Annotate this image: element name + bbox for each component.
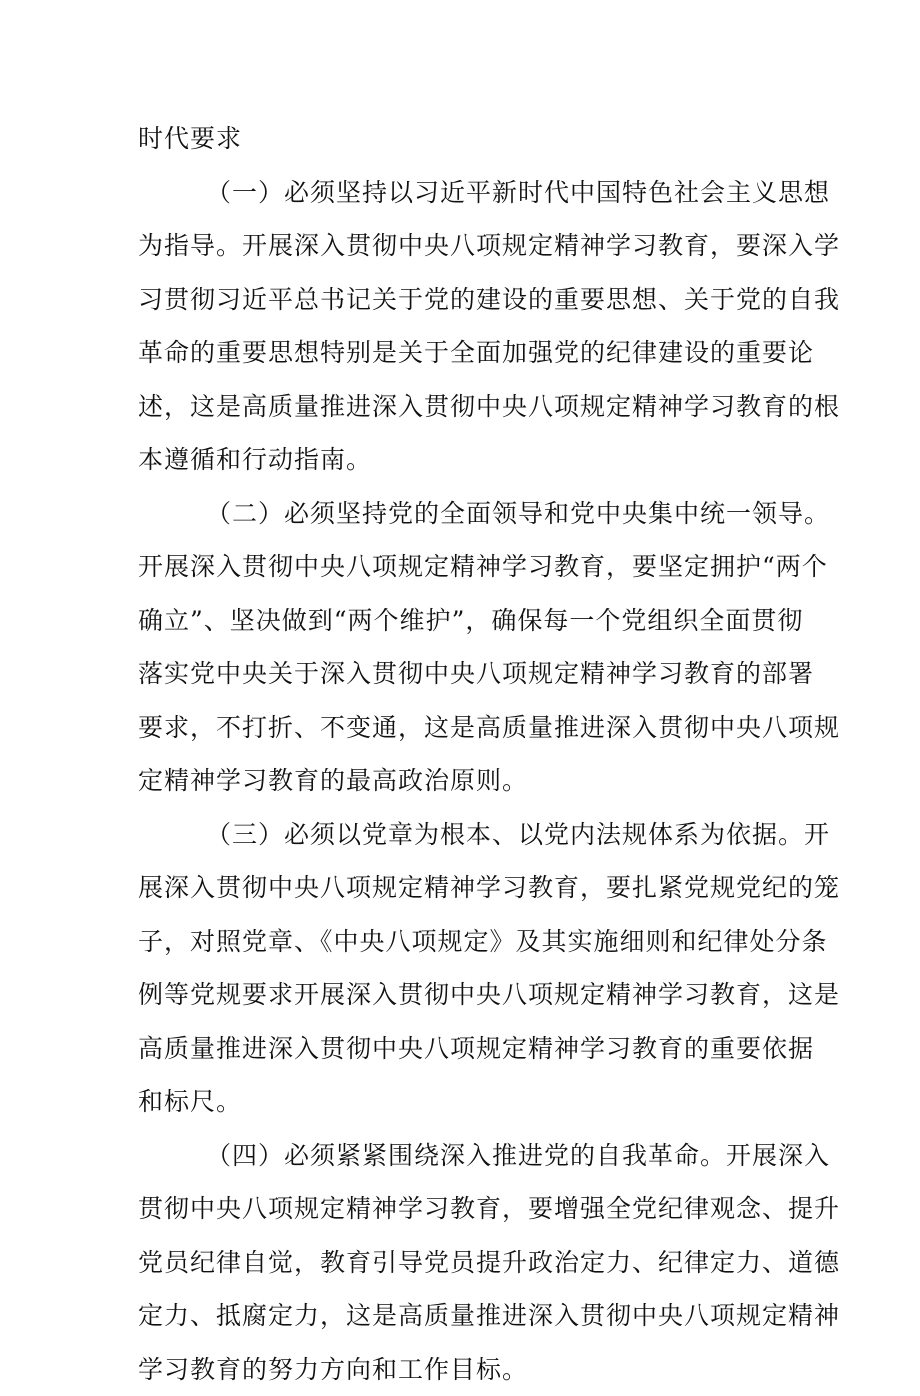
text-line: 习贯彻习近平总书记关于党的建设的重要思想、关于党的自我 [138, 273, 798, 327]
text-line: 和标尺。 [138, 1075, 798, 1129]
text-line: 定精神学习教育的最高政治原则。 [138, 754, 798, 808]
text-line: 例等党规要求开展深入贯彻中央八项规定精神学习教育，这是 [138, 968, 798, 1022]
text-line: 贯彻中央八项规定精神学习教育，要增强全党纪律观念、提升 [138, 1182, 798, 1236]
text-line: 党员纪律自觉，教育引导党员提升政治定力、纪律定力、道德 [138, 1236, 798, 1290]
text-line: （一）必须坚持以习近平新时代中国特色社会主义思想 [138, 166, 798, 220]
text-line: 述，这是高质量推进深入贯彻中央八项规定精神学习教育的根 [138, 380, 798, 434]
text-line: 确立”、坚决做到“两个维护”，确保每一个党组织全面贯彻 [138, 594, 798, 648]
text-line: 要求，不打折、不变通，这是高质量推进深入贯彻中央八项规 [138, 701, 798, 755]
text-line: 展深入贯彻中央八项规定精神学习教育，要扎紧党规党纪的笼 [138, 861, 798, 915]
text-line: （二）必须坚持党的全面领导和党中央集中统一领导。 [138, 487, 798, 541]
text-line: 为指导。开展深入贯彻中央八项规定精神学习教育，要深入学 [138, 219, 798, 273]
text-line: （四）必须紧紧围绕深入推进党的自我革命。开展深入 [138, 1129, 798, 1183]
document-body [138, 112, 798, 1396]
text-line: 学习教育的努力方向和工作目标。 [138, 1343, 798, 1396]
text-line: 子，对照党章、《中央八项规定》及其实施细则和纪律处分条 [138, 915, 798, 969]
text-line: 落实党中央关于深入贯彻中央八项规定精神学习教育的部署 [138, 647, 798, 701]
text-line: 定力、抵腐定力，这是高质量推进深入贯彻中央八项规定精神 [138, 1289, 798, 1343]
text-line: 高质量推进深入贯彻中央八项规定精神学习教育的重要依据 [138, 1022, 798, 1076]
text-line: 本遵循和行动指南。 [138, 433, 798, 487]
text-line: （三）必须以党章为根本、以党内法规体系为依据。开 [138, 808, 798, 862]
text-line: 开展深入贯彻中央八项规定精神学习教育，要坚定拥护“两个 [138, 540, 798, 594]
text-line: 时代要求 [138, 112, 798, 166]
text-line: 革命的重要思想特别是关于全面加强党的纪律建设的重要论 [138, 326, 798, 380]
